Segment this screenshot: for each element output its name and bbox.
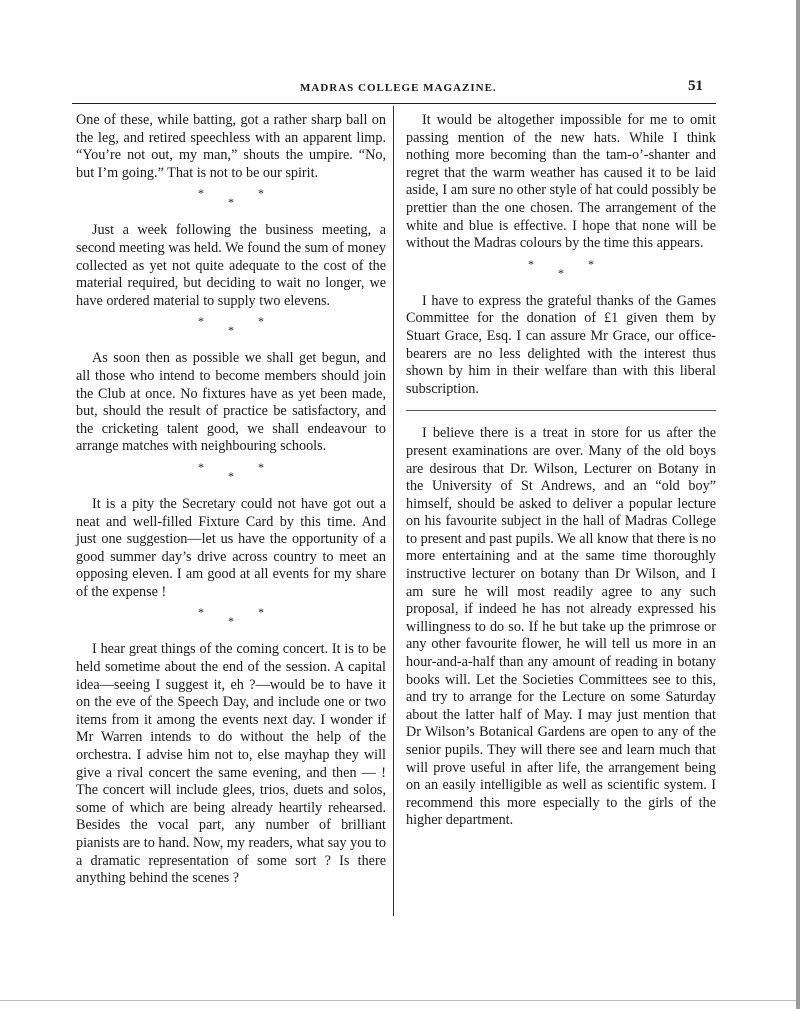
running-title: MADRAS COLLEGE MAGAZINE. xyxy=(300,82,497,94)
paragraph: It is a pity the Secretary could not have got out a neat and well-filled Fixture Card by this time. And just one suggestion—let us have the opportunity of a good summer day’s drive across country to meet an opposing eleven. I am good at all events for my share of the expense ! xyxy=(76,495,386,600)
section-break-asterisks: *** xyxy=(528,256,618,280)
section-break-asterisks: *** xyxy=(198,186,288,210)
paragraph: Just a week following the business meeting, a second meeting was held. We found the sum of money collected as yet not quite adequate to the cost of the material required, but deciding to wait no longer, we have ordered material to supply two elevens. xyxy=(76,222,386,309)
paragraph: I hear great things of the coming concert. It is to be held sometime about the end of the session. A capital idea—seeing I suggest it, eh ?—would be to have it on the eve of the Speech Day, and include one or two items from it among the events next day. I wonder if Mr Warren intends to do without the help of the orchestra. I advise him not to, else mayhap they will give a rival concert the same evening, and then — ! The concert will include glees, trios, duets and solos, some of which are being already heartily rehearsed. Besides the vocal part, any number of brilliant pianists are to hand. Now, my readers, what say you to a dramatic representation of some sort ? Is there anything behind the scenes ? xyxy=(76,641,386,887)
page-bottom-edge xyxy=(0,1000,800,1001)
paragraph: I have to express the grateful thanks of the Games Committee for the donation of £1 given them by Stuart Grace, Esq. I can assure Mr Grace, our office-bearers are no less delighted with the interest thus shown by him in their welfare than with this liberal subscription. xyxy=(406,292,716,397)
paragraph: As soon then as possible we shall get begun, and all those who intend to become members should join the Club at once. No fixtures have as yet been made, but, should the result of practice be satisfactory, and the cricketing talent good, we shall endeavour to arrange matches with neighbouring schools. xyxy=(76,350,386,455)
column-rule xyxy=(393,106,394,916)
paragraph: It would be altogether impossible for me to omit passing mention of the new hats. While I think nothing more becoming than the tam-o’-shanter and regret that the warm weather has caused it to be laid aside, I am sure no other style of hat could possibly be prettier than the one chosen. The arrangement of the white and blue is effective. I hope that none will be without the Madras colours by the time this appears. xyxy=(406,112,716,252)
paragraph: One of these, while batting, got a rather sharp ball on the leg, and retired speechless with an apparent limp. “You’re not out, my man,” shouts the umpire. “No, but I’m going.” That is not to be our spirit. xyxy=(76,112,386,181)
header-rule xyxy=(72,103,716,104)
section-break-asterisks: *** xyxy=(198,314,288,338)
left-column xyxy=(76,112,386,888)
paragraph: I believe there is a treat in store for us after the present examinations are over. Many of the old boys are desirous that Dr. Wilson, Lecturer on Botany in the University of St Andrews, and an “old boy” himself, should be asked to deliver a popular lecture on his favourite subject in the hall of Madras College to present and past pupils. We all know that there is no more entertaining and at the same time thoroughly instructive lecturer on botany than Dr Wilson, and I am sure he will most readily agree to any such proposal, if indeed he has not already expressed his willingness to do so. If he but take up the primrose or any other favourite flower, he will tell us more in an hour-and-a-half than any amount of reading in botany books will. Let the Societies Committees see to this, and try to arrange for the Lecture on some Saturday about the latter half of May. I may just mention that Dr Wilson’s Botanical Gardens are open to any of the senior pupils. They will there see and learn much that will prove useful in after life, the arrangement being on an easily intelligible as well as scientific system. I recommend this more especially to the girls of the higher department. xyxy=(406,425,716,829)
section-break-asterisks: *** xyxy=(198,605,288,629)
page-number: 51 xyxy=(688,78,703,94)
right-column xyxy=(406,112,716,830)
section-break-asterisks: *** xyxy=(198,459,288,483)
page-edge-shadow xyxy=(796,0,800,1009)
section-divider-rule xyxy=(406,410,716,411)
